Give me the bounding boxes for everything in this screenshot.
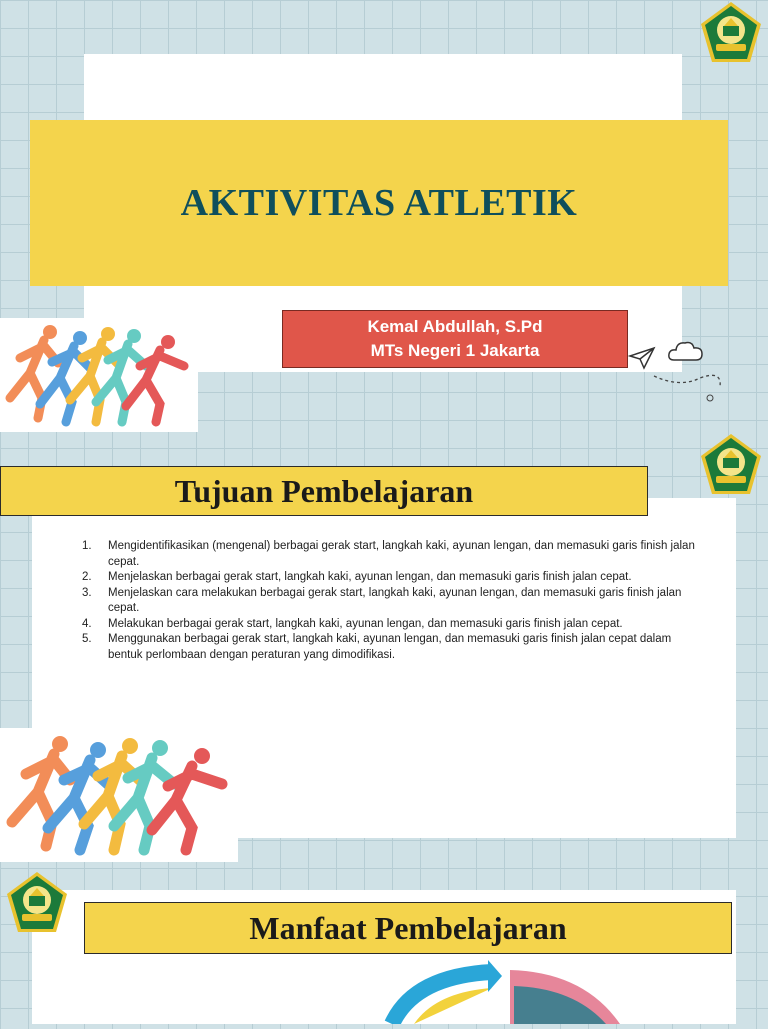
runners-illustration: [0, 318, 198, 432]
school-name: MTs Negeri 1 Jakarta: [370, 341, 540, 360]
author-name: Kemal Abdullah, S.Pd: [367, 317, 543, 336]
benefits-banner: [84, 902, 732, 954]
benefits-heading: Manfaat Pembelajaran: [249, 909, 567, 946]
author-box: [282, 310, 628, 368]
list-item: 1. Mengidentifikasikan (mengenal) berbagai gerak start, langkah kaki, ayunan lengan, dan memasuki garis finish jalan cepat.: [82, 540, 695, 568]
list-item: 2. Menjelaskan berbagai gerak start, langkah kaki, ayunan lengan, dan memasuki garis finish jalan cepat.: [82, 571, 632, 583]
kemenag-logo-icon: [4, 870, 70, 941]
kemenag-logo-icon: [698, 0, 764, 71]
runners-illustration: [0, 728, 238, 862]
dotted-path: [650, 368, 730, 409]
objectives-heading: Tujuan Pembelajaran: [174, 472, 474, 509]
list-item: 5. Menggunakan berbagai gerak start, langkah kaki, ayunan lengan, dan memasuki garis finish jalan cepat dalam bentuk perlombaan dengan peraturan yang dimodifikasi.: [82, 633, 672, 661]
objectives-list: [82, 539, 702, 663]
list-item: 3. Menjelaskan cara melakukan berbagai gerak start, langkah kaki, ayunan lengan, dan memasuki garis finish jalan cepat.: [82, 586, 682, 614]
list-item: 4. Melakukan berbagai gerak start, langkah kaki, ayunan lengan, dan memasuki garis finish jalan cepat.: [82, 617, 623, 630]
page-title: AKTIVITAS ATLETIK: [180, 182, 578, 224]
cycle-graphic: [384, 958, 624, 1029]
title-band: [30, 120, 728, 286]
cloud-doodle-icon: [666, 338, 706, 371]
objectives-banner: [0, 466, 648, 516]
kemenag-logo-icon: [698, 432, 764, 503]
